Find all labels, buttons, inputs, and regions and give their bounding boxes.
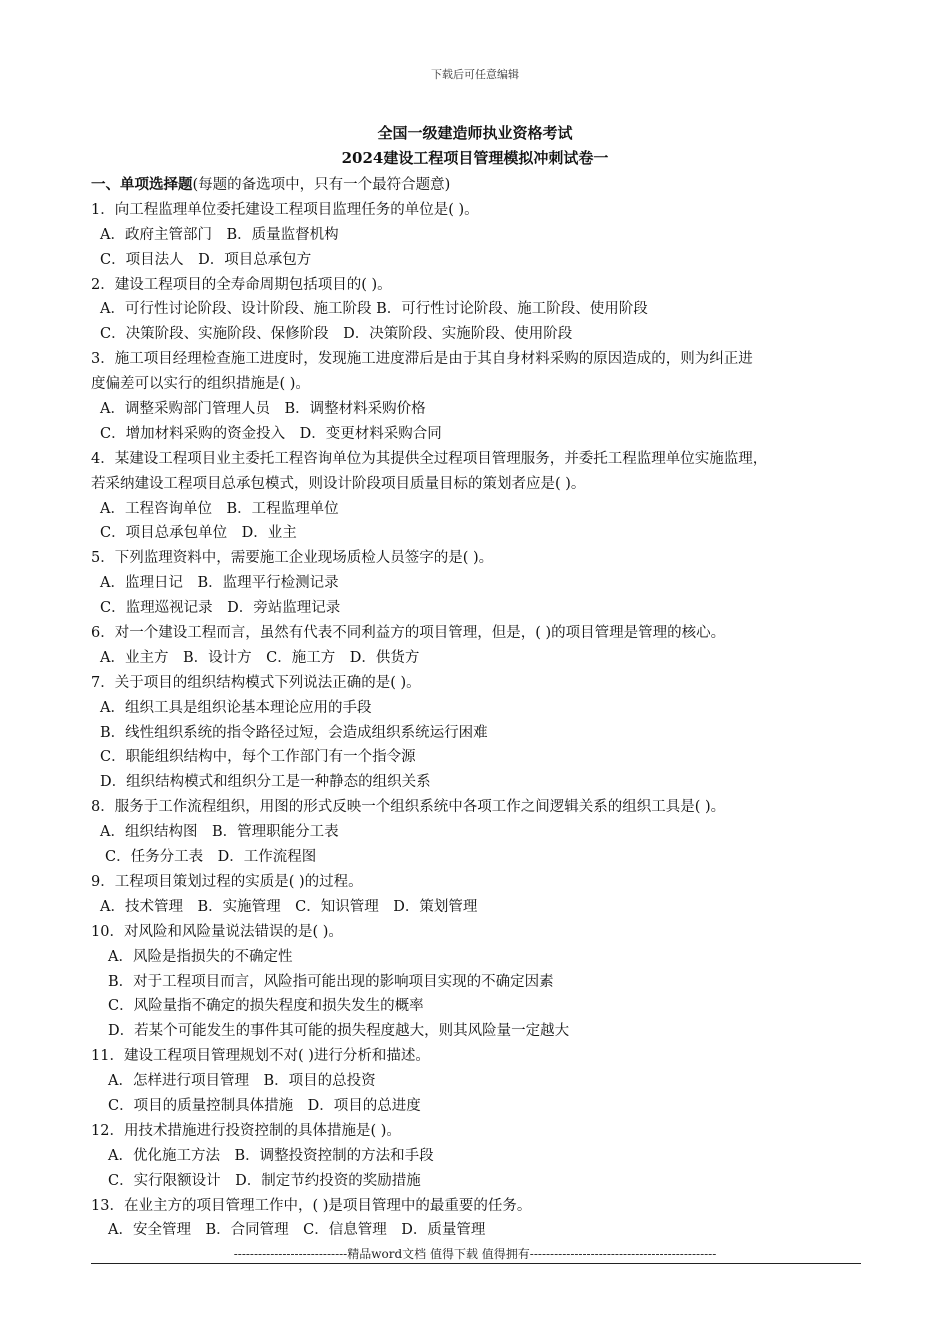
options-5-ab: A．监理日记 B．监理平行检测记录 xyxy=(100,575,339,592)
option-7-a: A．组织工具是组织论基本理论应用的手段 xyxy=(100,699,372,716)
question-3-line1: 3．施工项目经理检查施工进度时，发现施工进度滞后是由于其自身材料采购的原因造成的，则为纠正进 xyxy=(91,351,753,368)
options-8-cd: C．任务分工表 D．工作流程图 xyxy=(105,849,317,866)
option-10-d: D．若某个可能发生的事件其可能的损失程度越大，则其风险量一定越大 xyxy=(108,1023,570,1040)
header-note: 下载后可任意编辑 xyxy=(431,68,519,81)
question-8: 8．服务于工作流程组织，用图的形式反映一个组织系统中各项工作之间逻辑关系的组织工具是( )。 xyxy=(91,799,726,816)
question-2: 2．建设工程项目的全寿命周期包括项目的( )。 xyxy=(91,276,392,293)
question-10: 10．对风险和风险量说法错误的是( )。 xyxy=(91,923,343,940)
section-heading-note: (每题的备选项中，只有一个最符合题意) xyxy=(192,177,451,193)
question-9: 9．工程项目策划过程的实质是( )的过程。 xyxy=(91,873,363,890)
footer-note: ----------------------------精品word文档 值得下载 值得拥有---------------------------------------------- xyxy=(233,1247,717,1261)
question-body xyxy=(91,173,881,1243)
question-5: 5．下列监理资料中，需要施工企业现场质检人员签字的是( )。 xyxy=(91,550,494,567)
options-4-ab: A．工程咨询单位 B．工程监理单位 xyxy=(100,500,339,517)
question-3-line2: 度偏差可以实行的组织措施是( )。 xyxy=(91,376,310,393)
question-6: 6．对一个建设工程而言，虽然有代表不同利益方的项目管理，但是，( )的项目管理是管理的核心。 xyxy=(91,625,726,642)
paper-title: 2024建设工程项目管理模拟冲刺试卷一 xyxy=(341,149,609,167)
options-11-ab: A．怎样进行项目管理 B．项目的总投资 xyxy=(108,1073,376,1090)
options-4-cd: C．项目总承包单位 D．业主 xyxy=(100,525,297,542)
options-5-cd: C．监理巡视记录 D．旁站监理记录 xyxy=(100,600,341,617)
question-7: 7．关于项目的组织结构模式下列说法正确的是( )。 xyxy=(91,674,421,691)
footer-rule xyxy=(91,1263,861,1264)
exam-title: 全国一级建造师执业资格考试 xyxy=(377,124,573,142)
options-1-ab: A．政府主管部门 B．质量监督机构 xyxy=(100,226,339,243)
options-12-cd: C．实行限额设计 D．制定节约投资的奖励措施 xyxy=(108,1172,421,1189)
option-7-b: B．线性组织系统的指令路径过短，会造成组织系统运行困难 xyxy=(100,724,488,741)
options-12-ab: A．优化施工方法 B．调整投资控制的方法和手段 xyxy=(108,1147,434,1164)
options-13: A．安全管理 B．合同管理 C．信息管理 D．质量管理 xyxy=(108,1222,486,1239)
options-2-ab: A．可行性讨论阶段、设计阶段、施工阶段 B．可行性讨论阶段、施工阶段、使用阶段 xyxy=(100,301,648,318)
option-10-b: B．对于工程项目而言，风险指可能出现的影响项目实现的不确定因素 xyxy=(108,973,554,990)
question-4-line2: 若采纳建设工程项目总承包模式，则设计阶段项目质量目标的策划者应是( )。 xyxy=(91,475,586,492)
option-7-c: C．职能组织结构中，每个工作部门有一个指令源 xyxy=(100,749,416,766)
question-1: 1．向工程监理单位委托建设工程项目监理任务的单位是( )。 xyxy=(91,201,479,218)
options-6: A．业主方 B．设计方 C．施工方 D．供货方 xyxy=(100,649,420,666)
options-1-cd: C．项目法人 D．项目总承包方 xyxy=(100,251,312,268)
question-4-line1: 4．某建设工程项目业主委托工程咨询单位为其提供全过程项目管理服务，并委托工程监理单位实施监理， xyxy=(91,450,768,467)
question-11: 11．建设工程项目管理规划不对( )进行分析和描述。 xyxy=(91,1048,430,1065)
options-2-cd: C．决策阶段、实施阶段、保修阶段 D．决策阶段、实施阶段、使用阶段 xyxy=(100,326,573,343)
question-13: 13．在业主方的项目管理工作中，( )是项目管理中的最重要的任务。 xyxy=(91,1197,532,1214)
options-8-ab: A．组织结构图 B．管理职能分工表 xyxy=(100,824,339,841)
section-heading xyxy=(91,173,881,198)
options-3-ab: A．调整采购部门管理人员 B．调整材料采购价格 xyxy=(100,401,426,418)
option-10-c: C．风险量指不确定的损失程度和损失发生的概率 xyxy=(108,998,424,1015)
options-11-cd: C．项目的质量控制具体措施 D．项目的总进度 xyxy=(108,1097,421,1114)
options-9: A．技术管理 B．实施管理 C．知识管理 D．策划管理 xyxy=(100,898,478,915)
option-10-a: A．风险是指损失的不确定性 xyxy=(108,948,293,965)
section-heading-bold: 一、单项选择题 xyxy=(91,176,193,193)
question-12: 12．用技术措施进行投资控制的具体措施是( )。 xyxy=(91,1122,401,1139)
options-3-cd: C．增加材料采购的资金投入 D．变更材料采购合同 xyxy=(100,425,442,442)
option-7-d: D．组织结构模式和组织分工是一种静态的组织关系 xyxy=(100,774,431,791)
